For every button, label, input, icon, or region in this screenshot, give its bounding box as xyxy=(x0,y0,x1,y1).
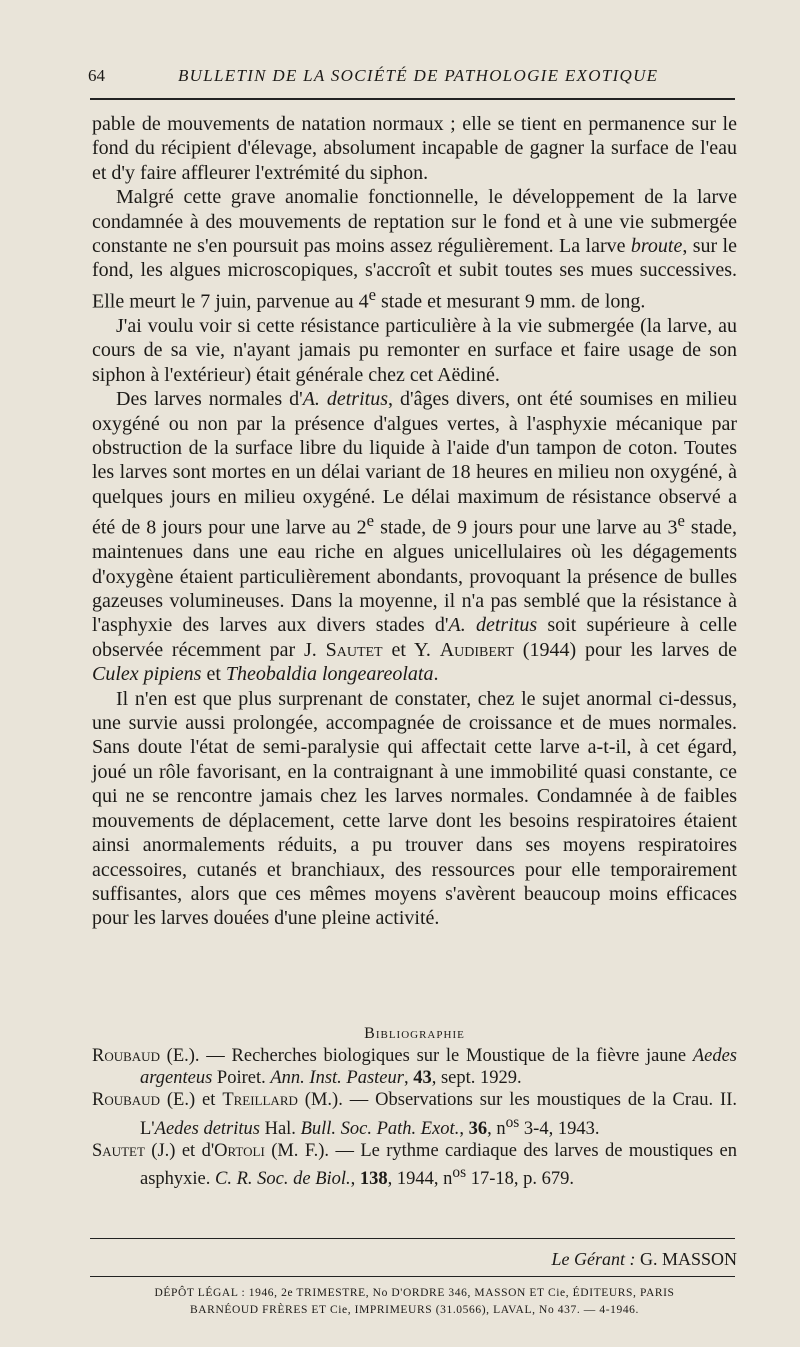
paragraph-1: pable de mouvements de natation normaux ; elle se tient en permanence sur le fond du récipient d'élevage, absolument incapable de gagner la surface de l'eau et d'y faire affleurer l'extrémité du siphon. xyxy=(92,113,737,184)
text-run: (J.) et d' xyxy=(144,1140,215,1161)
header-rule xyxy=(90,98,735,100)
imprint-line-2: BARNÉOUD FRÈRES ET Cie, IMPRIMEURS (31.0566), LAVAL, No 437. — 4-1946. xyxy=(190,1304,639,1316)
superscript: e xyxy=(677,511,685,531)
text-run: (M. F.). — Le rythme cardiaque des larves de moustiques en asphyxie. xyxy=(140,1140,737,1190)
ref-author: Treillard xyxy=(222,1090,298,1111)
text-run: stade et mesurant 9 mm. de long. xyxy=(375,290,646,313)
signature-label: Le Gérant : xyxy=(551,1249,636,1269)
ref-author: Ortoli xyxy=(214,1140,265,1161)
page-number: 64 xyxy=(88,66,105,85)
imprint-footer xyxy=(92,1285,737,1319)
italic-term: broute xyxy=(630,235,683,258)
superscript: e xyxy=(368,284,376,304)
text-run: , xyxy=(459,1118,469,1139)
species-name: Culex pipiens xyxy=(92,663,202,686)
paragraph-2 xyxy=(92,185,737,314)
text-run: Hal. xyxy=(259,1118,301,1139)
text-run: , xyxy=(350,1169,360,1190)
species-name: Aedes argenteus xyxy=(140,1046,737,1089)
species-name: A. detritus xyxy=(302,388,388,411)
text-run: stade, maintenues dans une eau riche en algues unicellulaires où les dégagements d'oxygène étaient particulièrement abondants, provoquant la présence de bulles gazeuses volumineuses. Dans la moyenne, il n'a pas semblé que la résistance à l'asphyxie des larves aux divers stades d' xyxy=(92,516,738,637)
footer-rule xyxy=(90,1276,735,1277)
text-run: Des larves normales d' xyxy=(116,388,303,411)
reference-1 xyxy=(92,1045,737,1089)
species-name: Theobaldia longeareolata xyxy=(225,663,434,686)
text-run: Poiret. xyxy=(212,1068,271,1089)
text-run: , d'âges divers, ont été soumises en milieu oxygéné ou non par la présence d'algues vertes, à l'asphyxie mécanique par obstruction de la surface libre du liquide à l'aide d'un tampon de coton. Toutes les larves sont mortes en un délai variant de 18 heures en milieu non oxygéné, à quelques jours en milieu oxygéné. Le délai maximum de résistance observé a été de 8 jours pour une larve au 2 xyxy=(92,388,737,539)
superscript: os xyxy=(452,1164,467,1182)
journal-name: C. R. Soc. de Biol. xyxy=(215,1169,351,1190)
signature-name: G. MASSON xyxy=(635,1249,737,1269)
text-run: 17-18, p. 679. xyxy=(466,1169,575,1190)
text-run: 3-4, 1943. xyxy=(519,1118,600,1139)
text-run: , 1944, n xyxy=(387,1169,453,1190)
reference-3 xyxy=(92,1140,737,1191)
text-run: , n xyxy=(487,1118,506,1139)
species-name: A. detritus xyxy=(448,614,538,637)
ref-author: Roubaud xyxy=(92,1046,160,1066)
article-body xyxy=(92,112,737,931)
journal-name: Ann. Inst. Pasteur xyxy=(270,1068,404,1089)
text-run: (1944) pour les larves de xyxy=(513,638,738,661)
running-title: BULLETIN DE LA SOCIÉTÉ DE PATHOLOGIE EXOTIQUE xyxy=(178,66,659,85)
superscript: os xyxy=(505,1113,520,1131)
ref-author: Sautet xyxy=(92,1140,145,1161)
paragraph-5: Il n'en est que plus surprenant de constater, chez le sujet anormal ci-dessus, une survie aussi prolongée, accompagnée de croissance et de mues normales. Sans doute l'état de semi-paralysie qui affectait cette larve a-t-il, à cet égard, joué un rôle favorisant, en la contraignant à une immobilité quasi constante, ce qui ne se rencontre jamais chez les larves normales. Condamnée à de faibles mouvements de déplacement, cette larve dont les besoins respiratoires étaient ainsi anormalements réduits, a pu trouver dans ses moyens respiratoires accessoires, cutanés et branchiaux, des ressources pour elle temporairement suffisantes, alors que ces mêmes moyens s'avèrent beaucoup moins efficaces pour les larves douées d'une pleine activité. xyxy=(92,687,737,930)
author-name: Audibert xyxy=(439,638,514,661)
text-run: Malgré cette grave anomalie fonctionnelle, le développement de la larve condamnée à des mouvements de reptation sur le fond et à une vie submergée constante ne s'en poursuit pas moins assez régulièrement. La larve xyxy=(92,186,737,258)
text-run: et xyxy=(201,663,226,686)
volume-number: 138 xyxy=(359,1169,388,1190)
signature-rule xyxy=(90,1238,735,1239)
text-run: . xyxy=(433,663,439,686)
paragraph-3: J'ai voulu voir si cette résistance particulière à la vie submergée (la larve, au cours de sa vie, n'ayant jamais pu remonter en surface et faire usage de son siphon à l'extérieur) était générale chez cet Aëdiné. xyxy=(92,314,737,386)
text-run: (E.) et xyxy=(159,1090,223,1111)
paragraph-4 xyxy=(92,387,737,687)
author-name: Sautet xyxy=(325,638,383,661)
species-name: Aedes detritus xyxy=(154,1118,260,1139)
text-run: , sept. 1929. xyxy=(431,1068,522,1089)
bibliography-list xyxy=(92,1045,737,1191)
text-run: , xyxy=(403,1068,414,1089)
volume-number: 36 xyxy=(468,1118,488,1139)
ref-author: Roubaud xyxy=(92,1090,160,1111)
text-run: (E.). — Recherches biologiques sur le Moustique de la fièvre jaune xyxy=(159,1046,693,1066)
imprint-line-1: DÉPÔT LÉGAL : 1946, 2e TRIMESTRE, No D'ORDRE 346, MASSON ET Cie, ÉDITEURS, PARIS xyxy=(154,1287,675,1299)
text-run: (M.). — Observations sur les moustiques de la Crau. II. L' xyxy=(140,1090,737,1139)
bibliography-title: Bibliographie xyxy=(364,1025,465,1042)
superscript: e xyxy=(366,511,375,531)
text-run: et Y. xyxy=(382,638,440,661)
text-run: soit supérieure à celle observée récemment par J. xyxy=(92,614,738,661)
volume-number: 43 xyxy=(413,1068,432,1089)
reference-2 xyxy=(92,1089,737,1140)
publisher-signature xyxy=(92,1249,737,1270)
text-run: , sur le fond, les algues microscopiques, s'accroît et subit toutes ses mues successives. Elle meurt le 7 juin, parvenue au 4 xyxy=(92,235,737,313)
text-run: stade, de 9 jours pour une larve au 3 xyxy=(374,516,678,539)
journal-name: Bull. Soc. Path. Exot. xyxy=(300,1118,460,1139)
